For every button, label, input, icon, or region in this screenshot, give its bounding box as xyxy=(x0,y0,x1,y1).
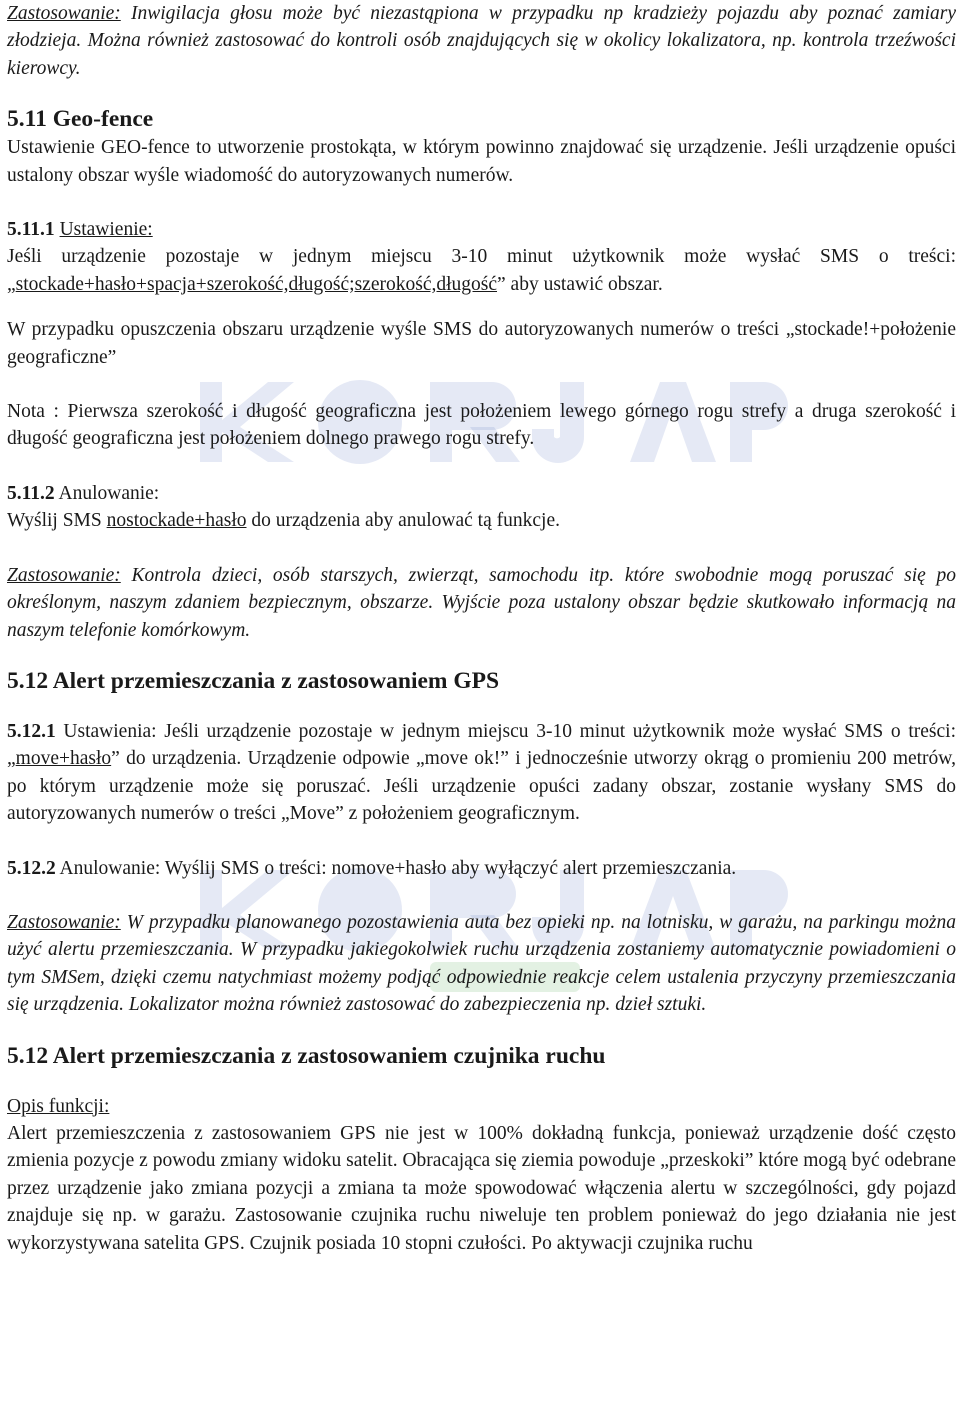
sms-command: nostockade+hasło xyxy=(106,510,247,532)
geo-fence-note: Nota : Pierwsza szerokość i długość geograficzna jest położeniem lewego górnego rogu strefy a druga szerokość i długość geograficzna jest położeniem dolnego prawego rogu strefy. xyxy=(7,401,956,450)
intro-text: Inwigilacja głosu może być niezastąpiona w przypadku np kradzieży pojazdu aby poznać zamiary złodzieja. Można również zastosować do kontroli osób znajdujących się w okolicy lokalizatora, np. kontrola trzeźwości kierowcy. xyxy=(7,3,956,79)
sms-command: stockade+hasło+spacja+szerokość,długość;szerokość,długość xyxy=(15,273,498,295)
subsection-title: Anulowanie: xyxy=(54,482,160,504)
subsection-title: Ustawienie: xyxy=(59,219,153,241)
subsection-5-11-1 xyxy=(7,216,956,243)
usage-label: Zastosowanie: xyxy=(7,911,121,933)
usage-text: Kontrola dzieci, osób starszych, zwierząt, samochodu itp. które swobodnie mogą poruszać się po określonym, naszym zdaniem bezpiecznym, obszarze. Wyjście poza ustalony obszar będzie skutkowało informacją na naszym telefonie komórkowym. xyxy=(7,564,956,641)
usage-label: Zastosowanie: xyxy=(7,3,121,24)
function-description-label xyxy=(7,1093,956,1120)
geo-fence-cancel-text xyxy=(7,507,956,534)
motion-sensor-description: Alert przemieszczenia z zastosowaniem GPS nie jest w 100% dokładną funkcja, ponieważ urządzenie dość często zmienia pozycje z powodu zmiany widoku satelit. Obracająca się ziemia powoduje „przeskoki” które mogą być odebrane przez urządzenie jako zmiana pozycji a zmiana ta może spowodować włączenia alertu w szczególności, gdy pojazd znajduje się np. w garażu. Zastosowanie czujnika ruchu niweluje ten problem ponieważ do jego działania nie jest wykorzystywana satelita GPS. Czujnik posiada 10 stopni czułości. Po aktywacji czujnika ruchu xyxy=(7,1122,956,1254)
subsection-number: 5.12.2 xyxy=(7,857,56,879)
setup-text-a: Jeśli urządzenie pozostaje w jednym miejscu 3-10 minut użytkownik może wysłać SMS o treści: „ xyxy=(7,246,956,295)
geo-fence-exit-text: W przypadku opuszczenia obszaru urządzenie wyśle SMS do autoryzowanych numerów o treści „stockade!+położenie geograficzne” xyxy=(7,319,956,368)
subsection-5-11-2 xyxy=(7,480,956,507)
geo-fence-usage xyxy=(7,562,956,644)
gps-alert-usage xyxy=(7,909,956,1019)
sms-command: move+hasło xyxy=(15,748,112,770)
intro-paragraph xyxy=(7,0,956,82)
subsection-5-12-2 xyxy=(7,855,956,882)
cancel-text-b: do urządzenia aby anulować tą funkcje. xyxy=(246,510,560,532)
subsection-number: 5.11.2 xyxy=(7,482,55,504)
gps-setup-text-a: Ustawienia: Jeśli urządzenie pozostaje w jednym miejscu 3-10 minut użytkownik może wysłać SMS o treści: „ xyxy=(7,720,956,770)
geo-fence-setup-text xyxy=(7,243,956,298)
subsection-number: 5.11.1 xyxy=(7,219,55,241)
geo-fence-description: Ustawienie GEO-fence to utworzenie prostokąta, w którym powinno znajdować się urządzenie. Jeśli urządzenie opuści ustalony obszar wyśle wiadomość do autoryzowanych numerów. xyxy=(7,137,956,186)
cancel-text-a: Wyślij SMS xyxy=(7,510,107,532)
usage-text: W przypadku planowanego pozostawienia auta bez opieki np. na lotnisku, w garażu, na parkingu można użyć alertu przemieszczania. W przypadku jakiegokolwiek ruchu urządzenia zostaniemy automatycznie powiadomieni o tym SMSem, dzięki czemu natychmiast możemy podjąć odpowiednie reakcje celem ustalenia przyczyny przemieszczania się urządzenia. Lokalizator można również zastosować do zabezpieczenia np. dzieł sztuki. xyxy=(7,911,956,1016)
document-content xyxy=(7,0,956,1257)
opis-label: Opis funkcji: xyxy=(7,1095,110,1117)
subsection-number: 5.12.1 xyxy=(7,720,56,742)
gps-cancel-text: Anulowanie: Wyślij SMS o treści: nomove+hasło aby wyłączyć alert przemieszczania. xyxy=(55,857,737,879)
section-heading-geo-fence: 5.11 Geo-fence xyxy=(7,106,154,133)
usage-label: Zastosowanie: xyxy=(7,564,121,586)
section-heading-motion-sensor-alert: 5.12 Alert przemieszczania z zastosowaniem czujnika ruchu xyxy=(7,1042,606,1069)
gps-setup-text-b: ” do urządzenia. Urządzenie odpowie „move ok!” i jednocześnie utworzy okrąg o promieniu 200 metrów, po którym urządzenie może się poruszać. Jeśli urządzenie opuści zadany obszar, zostanie wysłany SMS do autoryzowanych numerów o treści „Move” z położeniem geograficznym. xyxy=(7,748,956,825)
subsection-5-12-1 xyxy=(7,718,956,828)
section-heading-gps-alert: 5.12 Alert przemieszczania z zastosowaniem GPS xyxy=(7,667,500,694)
setup-text-b: ” aby ustawić obszar. xyxy=(497,273,663,295)
